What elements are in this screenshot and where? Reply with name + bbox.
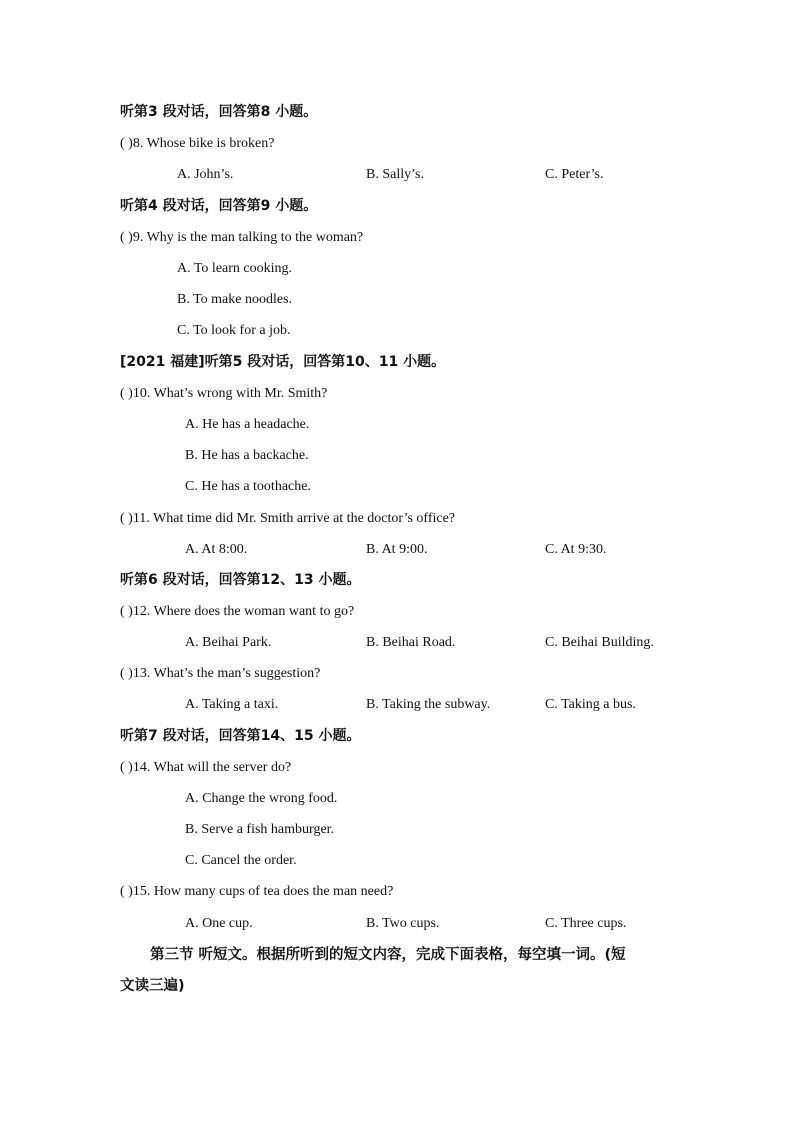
question-15: ( )15. How many cups of tea does the man need? bbox=[120, 884, 394, 899]
question-14: ( )14. What will the server do? bbox=[120, 760, 292, 775]
option-a: A. He has a headache. bbox=[185, 417, 310, 432]
option-b: B. Two cups. bbox=[366, 916, 440, 931]
part3-instruction-line1: 第三节 听短文。根据所听到的短文内容，完成下面表格，每空填一词。(短 bbox=[150, 947, 626, 963]
option-b: B. Serve a fish hamburger. bbox=[185, 822, 335, 837]
option-c: C. Taking a bus. bbox=[545, 697, 636, 712]
part3-instruction-line2: 文读三遍) bbox=[120, 978, 185, 994]
option-c: C. Three cups. bbox=[545, 916, 627, 931]
question-8: ( )8. Whose bike is broken? bbox=[120, 136, 275, 151]
option-a: A. One cup. bbox=[185, 916, 253, 931]
question-11: ( )11. What time did Mr. Smith arrive at the doctor’s office? bbox=[120, 511, 456, 526]
option-c: C. At 9:30. bbox=[545, 542, 607, 557]
option-b: B. He has a backache. bbox=[185, 448, 309, 463]
section-header: [2021 福建]听第5 段对话，回答第10、11 小题。 bbox=[120, 354, 446, 370]
question-13: ( )13. What’s the man’s suggestion? bbox=[120, 666, 321, 681]
section-header: 听第6 段对话，回答第12、13 小题。 bbox=[120, 572, 361, 588]
option-b: B. Sally’s. bbox=[366, 167, 424, 182]
option-b: B. At 9:00. bbox=[366, 542, 428, 557]
option-a: A. Beihai Park. bbox=[185, 635, 272, 650]
option-a: A. Change the wrong food. bbox=[185, 791, 338, 806]
option-a: A. To learn cooking. bbox=[177, 261, 293, 276]
option-c: C. Cancel the order. bbox=[185, 853, 297, 868]
question-9: ( )9. Why is the man talking to the woman? bbox=[120, 230, 364, 245]
option-b: B. Beihai Road. bbox=[366, 635, 456, 650]
question-12: ( )12. Where does the woman want to go? bbox=[120, 604, 355, 619]
option-c: C. He has a toothache. bbox=[185, 479, 311, 494]
section-header: 听第4 段对话，回答第9 小题。 bbox=[120, 198, 318, 214]
option-a: A. At 8:00. bbox=[185, 542, 248, 557]
option-b: B. Taking the subway. bbox=[366, 697, 491, 712]
option-c: C. To look for a job. bbox=[177, 323, 291, 338]
option-a: A. Taking a taxi. bbox=[185, 697, 279, 712]
option-c: C. Peter’s. bbox=[545, 167, 604, 182]
option-c: C. Beihai Building. bbox=[545, 635, 654, 650]
question-10: ( )10. What’s wrong with Mr. Smith? bbox=[120, 386, 328, 401]
section-header: 听第3 段对话，回答第8 小题。 bbox=[120, 104, 318, 120]
option-b: B. To make noodles. bbox=[177, 292, 293, 307]
section-header: 听第7 段对话，回答第14、15 小题。 bbox=[120, 728, 361, 744]
option-a: A. John’s. bbox=[177, 167, 234, 182]
